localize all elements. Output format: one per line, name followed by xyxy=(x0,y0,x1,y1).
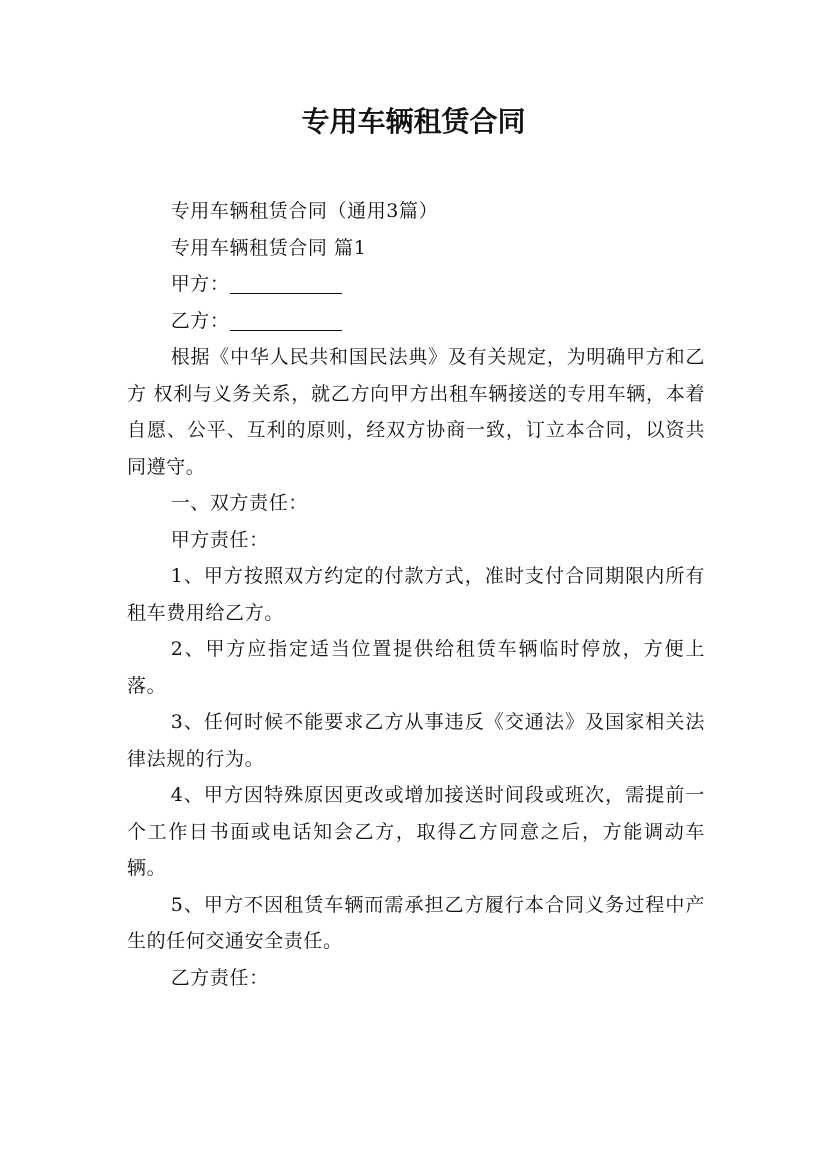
party-b-line xyxy=(127,303,705,340)
party-a-label: 甲方： xyxy=(170,273,230,295)
subtitle-paragraph: 专用车辆租赁合同（通用3篇） xyxy=(170,200,439,222)
document-body xyxy=(127,193,705,996)
clause-item: 2、甲方应指定适当位置提供给租赁车辆临时停放，方便上落。 xyxy=(127,638,705,697)
party-b-label: 乙方： xyxy=(170,309,230,332)
clause-item: 1、甲方按照双方约定的付款方式，准时支付合同期限内所有租车费用给乙方。 xyxy=(127,565,705,624)
document-title: 专用车辆租赁合同 xyxy=(301,105,526,138)
section-heading: 专用车辆租赁合同 篇1 xyxy=(170,236,367,259)
clause-heading: 一、双方责任： xyxy=(170,492,308,514)
clause-item: 4、甲方因特殊原因更改或增加接送时间段或班次，需提前一个工作日书面或电话知会乙方，取得乙方同意之后，方能调动车辆。 xyxy=(127,784,705,879)
clause-item: 3、任何时候不能要求乙方从事违反《交通法》及国家相关法律法规的行为。 xyxy=(127,711,705,770)
preamble-paragraph: 根据《中华人民共和国民法典》及有关规定，为明确甲方和乙方 权利与义务关系，就乙方向甲方出租车辆接送的专用车辆，本着自愿、公平、互利的原则，经双方协商一致，订立本合同，以资共同遵守。 xyxy=(127,346,705,478)
clause-item: 5、甲方不因租赁车辆而需承担乙方履行本合同义务过程中产生的任何交通安全责任。 xyxy=(127,893,705,952)
party-b-duties-heading: 乙方责任： xyxy=(170,966,269,989)
party-a-blank xyxy=(230,269,342,294)
party-a-duties-heading: 甲方责任： xyxy=(170,528,269,551)
party-a-line xyxy=(127,266,705,303)
party-b-blank xyxy=(230,306,342,331)
